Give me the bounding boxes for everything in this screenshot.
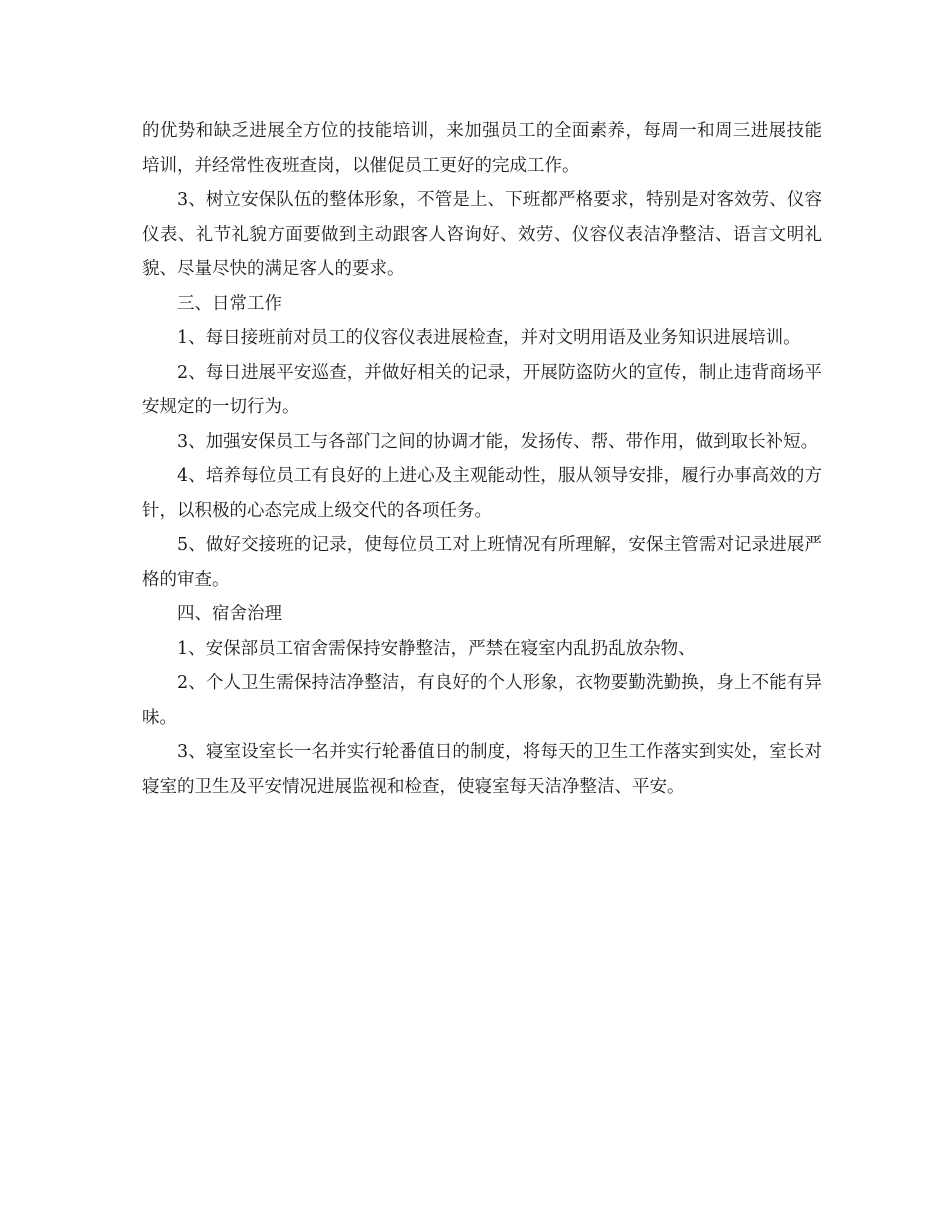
paragraph-dorm-2: 2、个人卫生需保持洁净整洁，有良好的个人形象，衣物要勤洗勤换，身上不能有异味。 bbox=[142, 673, 822, 728]
paragraph-item-3-image: 3、树立安保队伍的整体形象，不管是上、下班都严格要求，特别是对客效劳、仪容仪表、礼节礼貌方面要做到主动跟客人咨询好、效劳、仪容仪表洁净整洁、语言文明礼貌、尽量尽快的满足客人的要求。 bbox=[142, 190, 822, 279]
paragraph-daily-2: 2、每日进展平安巡查，并做好相关的记录，开展防盗防火的宣传，制止违背商场平安规定的一切行为。 bbox=[142, 362, 822, 417]
paragraph-daily-1: 1、每日接班前对员工的仪容仪表进展检查，并对文明用语及业务知识进展培训。 bbox=[177, 328, 801, 348]
paragraph-daily-3: 3、加强安保员工与各部门之间的协调才能，发扬传、帮、带作用，做到取长补短。 bbox=[177, 431, 819, 452]
document-body bbox=[142, 114, 822, 804]
paragraph-dorm-3: 3、寝室设室长一名并实行轮番值日的制度，将每天的卫生工作落实到实处，室长对寝室的卫生及平安情况进展监视和检查，使寝室每天洁净整洁、平安。 bbox=[142, 742, 822, 797]
paragraph-daily-4: 4、培养每位员工有良好的上进心及主观能动性，服从领导安排，履行办事高效的方针，以积极的心态完成上级交代的各项任务。 bbox=[142, 466, 822, 521]
paragraph-daily-5: 5、做好交接班的记录，使每位员工对上班情况有所理解，安保主管需对记录进展严格的审查。 bbox=[142, 535, 822, 590]
section-heading-daily-work: 三、日常工作 bbox=[177, 293, 282, 314]
section-heading-dormitory: 四、宿舍治理 bbox=[177, 604, 282, 624]
paragraph-continuation: 的优势和缺乏进展全方位的技能培训，来加强员工的全面素养，每周一和周三进展技能培训，并经常性夜班查岗，以催促员工更好的完成工作。 bbox=[142, 121, 822, 176]
paragraph-dorm-1: 1、安保部员工宿舍需保持安静整洁，严禁在寝室内乱扔乱放杂物、 bbox=[177, 638, 696, 659]
